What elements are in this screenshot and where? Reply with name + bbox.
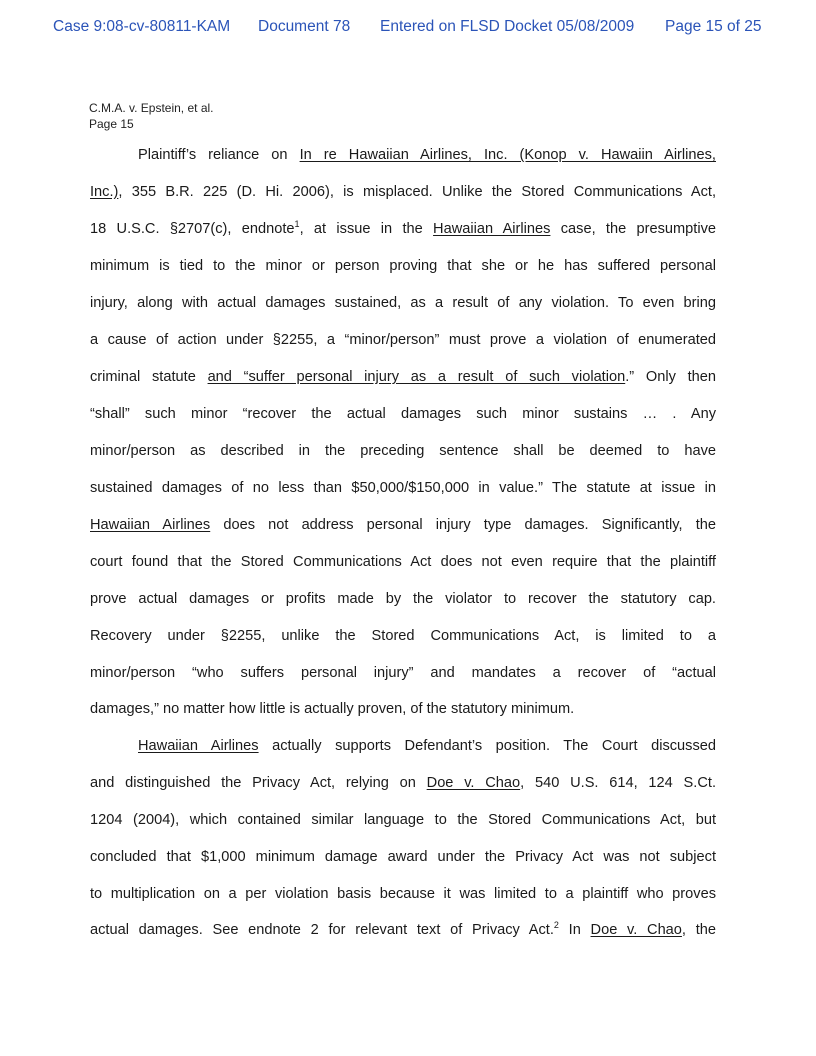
text-line: minimum is tied to the minor or person proving that she or he has suffered personal bbox=[90, 258, 716, 274]
case-number: Case 9:08-cv-80811-KAM bbox=[53, 18, 231, 35]
statute-quote: and “suffer personal injury as a result of such violation bbox=[207, 369, 626, 385]
text-line: actual damages. See endnote 2 for relevant text of Privacy Act.$^2$ In Doe v. Chao, the bbox=[90, 920, 716, 938]
text-line: Recovery under §2255, unlike the Stored Communications Act, is limited to a bbox=[90, 628, 716, 644]
text-line: “shall” such minor “recover the actual damages such minor sustains … . Any bbox=[90, 406, 716, 422]
endnote-ref: 2 bbox=[553, 920, 559, 930]
page-count: Page 15 of 25 bbox=[665, 18, 762, 35]
page-caption bbox=[89, 100, 214, 132]
text-line: minor/person “who suffers personal injury” and mandates a recover of “actual bbox=[90, 665, 716, 681]
docket-entry: Entered on FLSD Docket 05/08/2009 bbox=[380, 18, 635, 35]
caption-title: C.M.A. v. Epstein, et al. bbox=[89, 101, 214, 115]
text-line: injury, along with actual damages sustained, as a result of any violation. To even bring bbox=[90, 295, 716, 311]
endnote-ref: 1 bbox=[294, 219, 300, 229]
text-line: court found that the Stored Communications Act does not even require that the plaintiff bbox=[90, 554, 716, 570]
case-citation: In re Hawaiian Airlines, Inc. (Konop v. Hawaiin Airlines, bbox=[299, 147, 716, 163]
text-line: a cause of action under §2255, a “minor/person” must prove a violation of enumerated bbox=[90, 332, 716, 348]
text-line: sustained damages of no less than $50,000/$150,000 in value.” The statute at issue in bbox=[90, 480, 716, 496]
text-line: concluded that $1,000 minimum damage award under the Privacy Act was not subject bbox=[90, 849, 716, 865]
document-number: Document 78 bbox=[258, 18, 351, 35]
case-citation: Hawaiian Airlines bbox=[138, 738, 259, 754]
text-line: criminal statute and “suffer personal injury as a result of such violation.” Only then bbox=[90, 369, 717, 385]
case-citation: Inc.) bbox=[90, 184, 119, 200]
text-line: damages,” no matter how little is actually proven, of the statutory minimum. bbox=[90, 701, 575, 717]
case-citation: Hawaiian Airlines bbox=[90, 517, 211, 533]
text-line: Inc.), 355 B.R. 225 (D. Hi. 2006), is misplaced. Unlike the Stored Communications Act, bbox=[90, 184, 716, 200]
text-line: and distinguished the Privacy Act, relying on Doe v. Chao, 540 U.S. 614, 124 S.Ct. bbox=[90, 775, 716, 791]
caption-page: Page 15 bbox=[89, 117, 134, 131]
text-line: Hawaiian Airlines actually supports Defendant’s position. The Court discussed bbox=[138, 738, 716, 754]
case-citation: Hawaiian Airlines bbox=[433, 221, 551, 237]
text-line: prove actual damages or profits made by the violator to recover the statutory cap. bbox=[90, 591, 716, 607]
case-citation: Doe v. Chao bbox=[590, 922, 682, 938]
text-line: Hawaiian Airlines does not address personal injury type damages. Significantly, the bbox=[90, 517, 716, 533]
text-line: Plaintiff’s reliance on In re Hawaiian Airlines, Inc. (Konop v. Hawaiin Airlines, bbox=[138, 147, 716, 163]
case-citation: Doe v. Chao bbox=[426, 775, 521, 791]
text-line: minor/person as described in the preceding sentence shall be deemed to have bbox=[90, 443, 716, 459]
text-line: to multiplication on a per violation basis because it was limited to a plaintiff who proves bbox=[90, 886, 716, 902]
text-line: 18 U.S.C. §2707(c), endnote$^1$, at issue in the Hawaiian Airlines case, the presumptive bbox=[90, 219, 717, 237]
text-line: 1204 (2004), which contained similar language to the Stored Communications Act, but bbox=[90, 812, 716, 828]
